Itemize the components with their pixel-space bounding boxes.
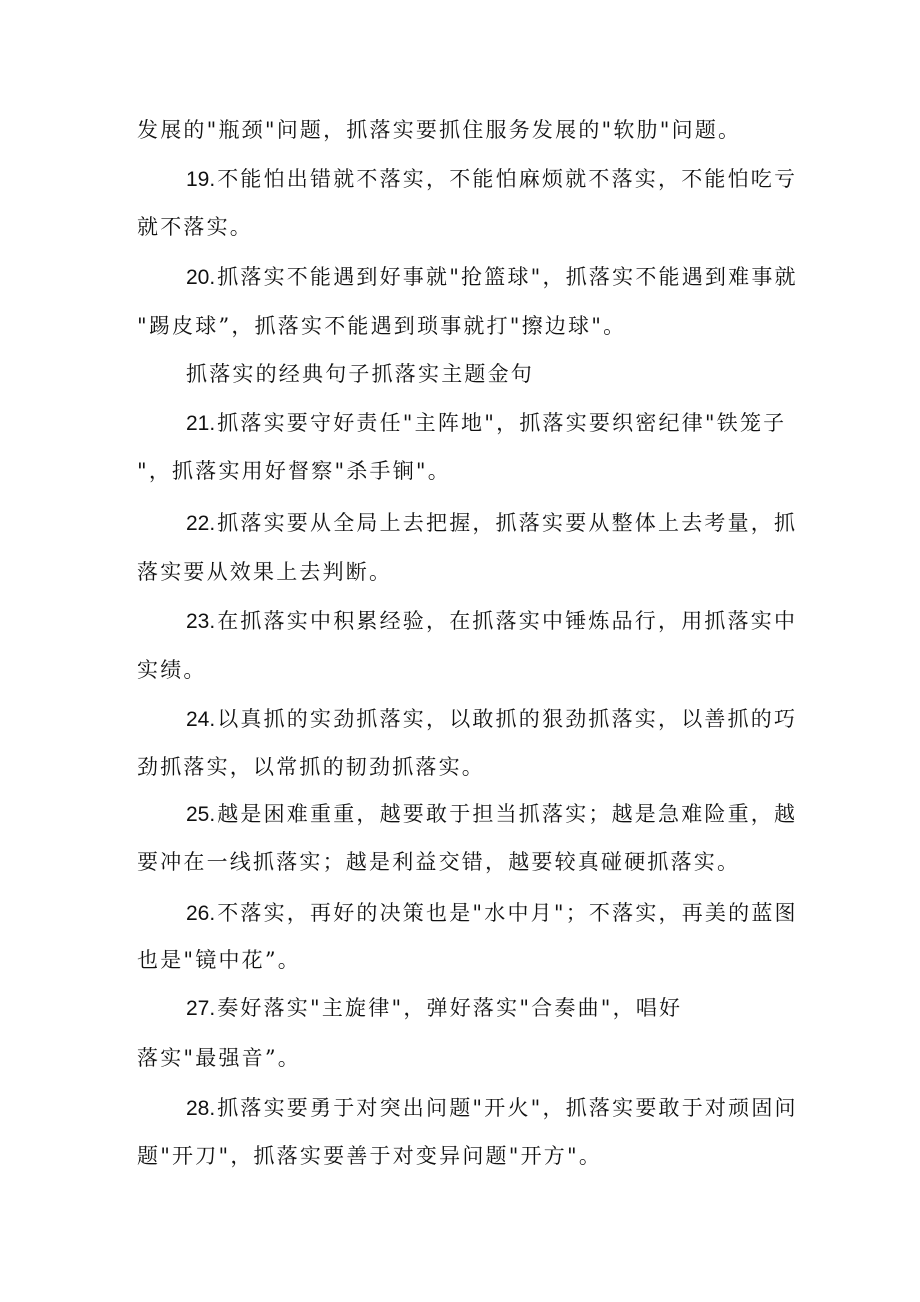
paragraph-number: 27.	[186, 997, 216, 1020]
paragraph-number: 20.	[186, 266, 216, 289]
paragraph-line: "踢皮球”，抓落实不能遇到琐事就打"擦边球"。	[137, 314, 627, 338]
paragraph-25	[186, 799, 797, 830]
paragraph-line: 题"开刀"，抓落实要善于对变异问题"开方"。	[137, 1144, 603, 1168]
paragraph-line: 发展的"瓶颈"问题，抓落实要抓住服务发展的"软肋"问题。	[137, 118, 742, 142]
paragraph-26	[186, 898, 798, 929]
section-heading	[186, 359, 534, 389]
paragraph-number: 21.	[186, 412, 216, 435]
paragraph-number: 25.	[186, 803, 216, 826]
paragraph-24	[186, 704, 797, 735]
paragraph-20-line-2	[137, 311, 626, 341]
paragraph-line: 越是困难重重，越要敢于担当抓落实；越是急难险重，越	[217, 802, 798, 826]
paragraph-27-line-2	[137, 1043, 301, 1073]
paragraph-22	[186, 508, 797, 539]
paragraph-line: 抓落实不能遇到好事就"抢篮球"，抓落实不能遇到难事就	[217, 265, 798, 289]
paragraph-line: 在抓落实中积累经验，在抓落实中锤炼品行，用抓落实中	[217, 609, 798, 633]
paragraph-number: 19.	[186, 168, 216, 191]
paragraph-27	[186, 993, 682, 1024]
paragraph-line: "，抓落实用好督察"杀手锏"。	[137, 459, 451, 483]
paragraph-number: 22.	[186, 512, 216, 535]
paragraph-line: 要冲在一线抓落实；越是利益交错，越要较真碰硬抓落实。	[137, 850, 741, 874]
paragraph-number: 24.	[186, 708, 216, 731]
paragraph-line: 也是"镜中花”。	[137, 948, 301, 972]
paragraph-23-line-2	[137, 655, 207, 685]
paragraph-number: 26.	[186, 902, 216, 925]
paragraph-24-line-2	[137, 752, 485, 782]
paragraph-21-line-2	[137, 456, 451, 486]
paragraph-line: 落实要从效果上去判断。	[137, 560, 393, 584]
paragraph-20	[186, 262, 798, 293]
paragraph-line: 不落实，再好的决策也是"水中月"；不落实，再美的蓝图	[217, 901, 798, 925]
paragraph-number: 23.	[186, 610, 216, 633]
paragraph-22-line-2	[137, 557, 392, 587]
paragraph-line: 就不落实。	[137, 215, 253, 239]
heading-text: 抓落实的经典句子抓落实主题金句	[186, 362, 534, 386]
paragraph-21	[186, 408, 786, 439]
paragraph-26-line-2	[137, 945, 301, 975]
paragraph-continuation	[137, 115, 741, 145]
paragraph-line: 劲抓落实，以常抓的韧劲抓落实。	[137, 755, 485, 779]
paragraph-line: 奏好落实"主旋律"，弹好落实"合奏曲"，唱好	[217, 996, 683, 1020]
paragraph-line: 不能怕出错就不落实，不能怕麻烦就不落实，不能怕吃亏	[217, 167, 798, 191]
paragraph-line: 抓落实要从全局上去把握，抓落实要从整体上去考量，抓	[217, 511, 798, 535]
paragraph-line: 以真抓的实劲抓落实，以敢抓的狠劲抓落实，以善抓的巧	[217, 707, 798, 731]
paragraph-23	[186, 606, 797, 637]
paragraph-line: 落实"最强音”。	[137, 1046, 301, 1070]
paragraph-19	[186, 164, 797, 195]
paragraph-line: 实绩。	[137, 658, 207, 682]
paragraph-25-line-2	[137, 847, 740, 877]
paragraph-number: 28.	[186, 1097, 216, 1120]
paragraph-line: 抓落实要勇于对突出问题"开火"，抓落实要敢于对顽固问	[217, 1096, 798, 1120]
paragraph-28-line-2	[137, 1141, 602, 1171]
paragraph-line: 抓落实要守好责任"主阵地"，抓落实要织密纪律"铁笼子	[217, 411, 787, 435]
paragraph-19-line-2	[137, 212, 253, 242]
paragraph-28	[186, 1093, 798, 1124]
